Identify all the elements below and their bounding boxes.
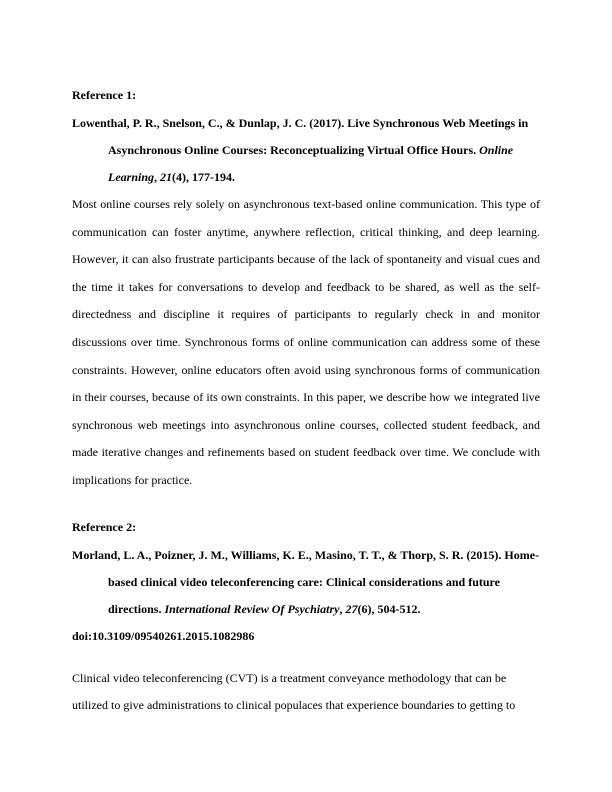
citation-volume: 21 [160, 170, 173, 184]
citation-title: Home-based clinical video teleconferencing care: Clinical considerations and future directions. [108, 547, 540, 616]
citation-journal: International Review Of Psychiatry [164, 601, 340, 616]
citation-journal: Online Learning [108, 143, 514, 184]
reference-citation: Lowenthal, P. R., Snelson, C., & Dunlap, J. C. (2017). Live Synchronous Web Meetings in Asynchronous Online Courses: Reconceptualizing Virtual Office Hours. Online Learning, 21(4), 177-194. [72, 116, 529, 184]
reference-citation: Morland, L. A., Poizner, J. M., Williams, K. E., Masino, T. T., & Thorp, S. R. (2015). Home-based clinical video teleconferencing care: Clinical considerations and future directions. International Review Of Psychiatry, 27(6), 504-512. doi:10.3109/09540261.2015.1082986 [72, 542, 540, 650]
citation-doi: doi:10.3109/09540261.2015.1082986 [72, 628, 255, 643]
reference-heading: Reference 1: [72, 88, 137, 102]
citation-authors-year: Lowenthal, P. R., Snelson, C., & Dunlap, J. C. (2017). [72, 116, 345, 130]
reference-heading: Reference 2: [72, 519, 137, 534]
citation-issue-pages: (4), 177-194. [172, 170, 236, 184]
citation-title: Live Synchronous Web Meetings in Asynchronous Online Courses: Reconceptualizing Virtual Office Hours. [108, 116, 529, 157]
reference-abstract: Most online courses rely solely on asynchronous text-based online communication. This type of communication can foster anytime, anywhere reflection, critical thinking, and deep learning. However, it can also frustrate participants because of the lack of spontaneity and visual cues and the time it takes for conversations to develop and feedback to be shared, as well as the self-directedness and discipline it requires of participants to regularly check in and monitor discussions over time. Synchronous forms of online communication can address some of these constraints. However, online educators often avoid using synchronous forms of communication in their courses, because of its own constraints. In this paper, we describe how we integrated live synchronous web meetings into asynchronous online courses, collected student feedback, and made iterative changes and refinements based on student feedback over time. We conclude with implications for practice. [72, 197, 540, 487]
citation-authors-year: Morland, L. A., Poizner, J. M., Williams, K. E., Masino, T. T., & Thorp, S. R. (2015). [72, 547, 502, 562]
citation-issue-pages: (6), 504-512. [357, 601, 421, 616]
citation-volume: 27 [345, 601, 358, 616]
reference-abstract: Clinical video teleconferencing (CVT) is a treatment conveyance methodology that can be utilized to give administrations to clinical populaces that experience boundaries to getting to [72, 670, 516, 713]
document-body [72, 83, 540, 720]
